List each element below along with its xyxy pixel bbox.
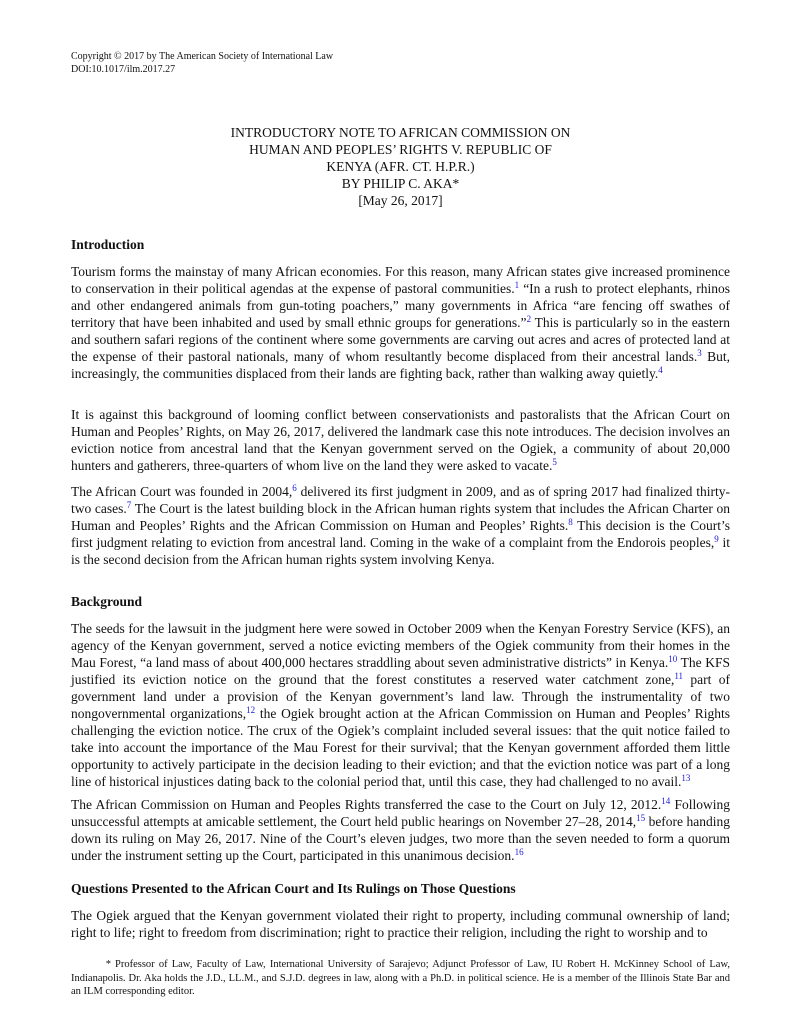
footnote-ref[interactable]: 8 (568, 517, 573, 527)
footnote-ref[interactable]: 12 (246, 705, 256, 715)
footnote-ref[interactable]: 7 (126, 500, 132, 510)
background-paragraph-1: The seeds for the lawsuit in the judgment here were sowed in October 2009 when the Kenyan Forestry Service (KFS), an agency of the Kenyan government, served a notice evicting members of the Ogiek community from their homes in the Mau Forest, “a land mass of about 400,000 hectares straddling about seven administrative districts” in Kenya.$^{10}$ The KFS justified its eviction notice on the ground that the forest constitutes a reserved water catchment zone,$^{11}$ part of government land under a provision of the Kenyan government’s land law. Through the instrumentality of two nongovernmental organizations,$^{12}$ the Ogiek brought action at the African Commission on Human and Peoples’ Rights challenging the eviction notice. The crux of the Ogiek’s complaint included several issues: that the quit notice failed to take into account the importance of the Mau Forest for their survival; that the Kenyan government afforded them little opportunity to actively participate in the decision leading to their eviction; and that the eviction notice was part of a long line of historical injustices dating back to the colonial period that, until this case, they had challenged to no avail.$^{13}$ (71, 621, 731, 789)
footnote-ref[interactable]: 10 (668, 654, 678, 664)
footnote-ref[interactable]: 2 (526, 314, 532, 324)
intro-paragraph-3: The African Court was founded in 2004,$^6$ delivered its first judgment in 2009, and as of spring 2017 had finalized thirty-two cases.$^7$ The Court is the latest building block in the African human rights system that includes the African Charter on Human and Peoples’ Rights and the African Commission on Human and Peoples’ Rights.$^8$ This decision is the Court’s first judgment relating to eviction from ancestral land. Coming in the wake of a complaint from the Endorois peoples,$^9$ it is the second decision from the African human rights system involving Kenya. (71, 483, 730, 567)
footnote-ref[interactable]: 1 (514, 280, 520, 290)
footnote-ref[interactable]: 14 (661, 796, 671, 806)
footnote-mark: * (105, 959, 111, 970)
author-line: BY PHILIP C. AKA* (341, 176, 460, 191)
footnote-ref[interactable]: 4 (658, 365, 663, 375)
footnote-ref[interactable]: 11 (674, 671, 684, 681)
copyright-block (71, 50, 333, 76)
copyright-line: Copyright © 2017 by The American Society of International Law (71, 51, 334, 62)
footnote-ref[interactable]: 9 (714, 534, 719, 544)
heading-introduction: Introduction (71, 237, 145, 252)
footnote-ref[interactable]: 6 (292, 483, 297, 493)
heading-questions: Questions Presented to the African Court and Its Rulings on Those Questions (71, 881, 516, 896)
footnote-ref[interactable]: 16 (514, 847, 524, 857)
doi-line: DOI:10.1017/ilm.2017.27 (71, 64, 176, 75)
footnote-ref[interactable]: 3 (697, 348, 702, 358)
background-paragraph-2: The African Commission on Human and Peoples Rights transferred the case to the Court on July 12, 2012.14 Following unsuccessful attempts at amicable settlement, the Court held public hearings on November 27–28, 2014,15 before handing down its ruling on May 26, 2017. Nine of the Court’s eleven judges, two more than the seven needed to form a quorum under the instrument setting up the Court, participated in this unanimous decision.$^{16}$ (71, 796, 731, 863)
footnote-ref[interactable]: 5 (552, 457, 557, 467)
footnote-ref[interactable]: 13 (681, 773, 691, 783)
title-line: INTRODUCTORY NOTE TO AFRICAN COMMISSION ON (230, 125, 571, 140)
footnote-ref[interactable]: 15 (636, 813, 646, 823)
footnote-text: Professor of Law, Faculty of Law, International University of Sarajevo; Adjunct Professor of Law, IU Robert H. McKinney School of Law, Indianapolis. Dr. Aka holds the J.D., LL.M., and S.J.D. degrees in law, along with a Ph.D. in political science. He is a member of the Illinois State Bar and an ILM corresponding editor. (71, 959, 730, 997)
document-title (71, 124, 730, 209)
title-line: HUMAN AND PEOPLES’ RIGHTS V. REPUBLIC OF (249, 142, 552, 157)
author-footnote (71, 958, 730, 999)
date-line: [May 26, 2017] (358, 193, 443, 208)
heading-background: Background (71, 594, 143, 609)
intro-paragraph-1: Tourism forms the mainstay of many African economies. For this reason, many African states give increased prominence to conservation in their political agendas at the expense of pastoral communities.$^1$ “In a rush to protect elephants, rhinos and other endangered animals from gun-toting poachers,” many governments in Africa “are fencing off swathes of territory that have been inhabited and used by small ethnic groups for generations.”$^2$ This is particularly so in the eastern and southern safari regions of the continent where some governments are carving out acres and acres of protected land at the expense of their pastoral nationals, many of whom resultantly become displaced from their ancestral lands.$^3$ But, increasingly, the communities displaced from their lands are fighting back, rather than walking away quietly.$^4$ (71, 264, 730, 381)
questions-paragraph-1: The Ogiek argued that the Kenyan government violated their right to property, including communal ownership of land; right to life; right to freedom from discrimination; right to practice their religion, including the right to worship and to (71, 908, 730, 940)
intro-paragraph-2: It is against this background of looming conflict between conservationists and pastoralists that the African Court on Human and Peoples’ Rights, on May 26, 2017, delivered the landmark case this note introduces. The decision involves an eviction notice from ancestral land that the Kenyan government served on the Ogiek, a community of about 20,000 hunters and gatherers, three-quarters of whom live on the land they were asked to vacate.$^5$ (71, 407, 730, 473)
title-line: KENYA (AFR. CT. H.P.R.) (326, 159, 475, 174)
